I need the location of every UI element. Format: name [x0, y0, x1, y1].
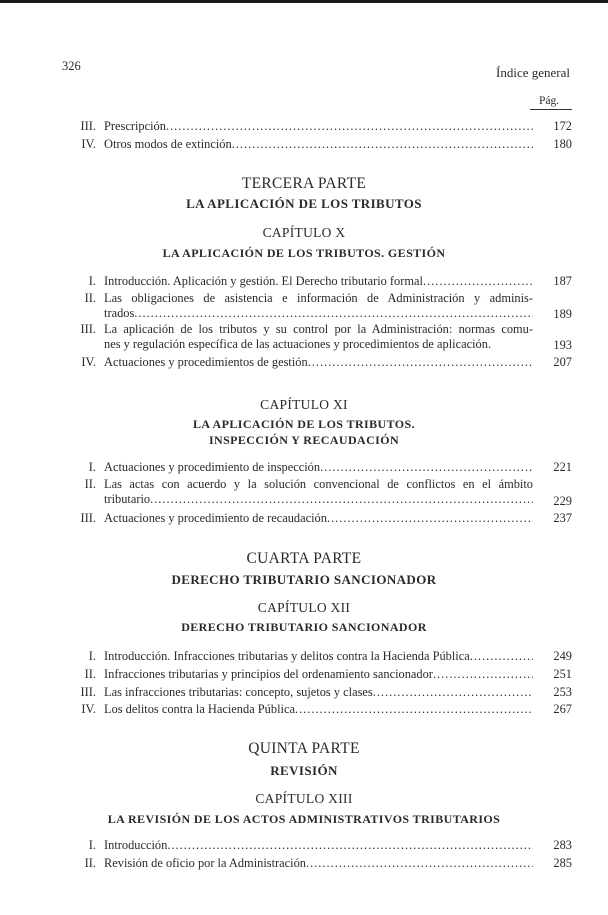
entry-number: III. [80, 685, 96, 699]
entry-title: Los delitos contra la Hacienda Pública [104, 702, 295, 716]
page-column-label: Pág. [539, 95, 560, 107]
leader-dots [433, 667, 533, 682]
page-column-rule [530, 109, 572, 110]
entry-title: Actuaciones y procedimiento de inspección [104, 460, 321, 474]
entry-page: 207 [553, 355, 572, 369]
entry-number: III. [80, 322, 96, 336]
entry-page: 189 [553, 307, 572, 321]
entry-page: 180 [553, 137, 572, 151]
entry-page: 221 [553, 460, 572, 474]
leader-dots [166, 119, 533, 134]
chapter-label: CAPÍTULO XII [257, 600, 351, 615]
page-number: 326 [62, 59, 81, 73]
entry-number: IV. [81, 137, 96, 151]
part-subtitle: REVISIÓN [270, 763, 338, 778]
entry-number: I. [88, 649, 96, 663]
entry-title-line: trados [104, 306, 135, 320]
chapter-title: LA APLICACIÓN DE LOS TRIBUTOS. [193, 417, 415, 431]
leader-dots [306, 856, 533, 871]
entry-page: 172 [553, 119, 572, 133]
leader-dots [167, 838, 533, 853]
running-head: Índice general [496, 65, 570, 80]
leader-dots [373, 685, 533, 700]
chapter-title: DERECHO TRIBUTARIO SANCIONADOR [181, 620, 427, 634]
leader-dots [423, 274, 533, 289]
entry-title-line: La aplicación de los tributos y su control por la Administración: normas comu- [104, 322, 533, 336]
entry-number: I. [88, 460, 96, 474]
entry-number: II. [84, 667, 96, 681]
entry-title-line: nes y regulación específica de las actuaciones y procedimientos de aplicación. [104, 337, 492, 351]
entry-page: 237 [553, 511, 572, 525]
entry-page: 229 [553, 494, 572, 508]
entry-page: 283 [553, 838, 572, 852]
chapter-title: INSPECCIÓN Y RECAUDACIÓN [208, 433, 400, 447]
entry-page: 285 [553, 856, 572, 870]
leader-dots [308, 355, 533, 370]
entry-title: Infracciones tributarias y principios del ordenamiento sancionador [104, 667, 433, 681]
entry-title: Las infracciones tributarias: concepto, sujetos y clases [104, 685, 373, 699]
entry-page: 249 [553, 649, 572, 663]
top-border [0, 0, 608, 3]
entry-title-line: Las actas con acuerdo y la solución convencional de conflictos en el ámbito [104, 477, 533, 491]
entry-number: I. [88, 274, 96, 288]
entry-title: Prescripción [104, 119, 166, 133]
chapter-title: LA APLICACIÓN DE LOS TRIBUTOS. GESTIÓN [162, 246, 446, 260]
entry-title: Introducción [104, 838, 168, 852]
part-title: QUINTA PARTE [248, 740, 360, 757]
part-title: TERCERA PARTE [241, 175, 367, 192]
entry-title: Otros modos de extinción [104, 137, 232, 151]
leader-dots [470, 649, 533, 664]
entry-title: Introducción. Infracciones tributarias y delitos contra la Hacienda Pública [104, 649, 470, 663]
entry-number: III. [80, 511, 96, 525]
entry-number: II. [84, 477, 96, 491]
entry-page: 267 [553, 702, 572, 716]
leader-dots [295, 702, 533, 717]
entry-page: 187 [553, 274, 572, 288]
entry-title: Introducción. Aplicación y gestión. El Derecho tributario formal [104, 274, 423, 288]
entry-number: I. [88, 838, 96, 852]
entry-page: 253 [553, 685, 572, 699]
chapter-label: CAPÍTULO XI [260, 397, 348, 412]
leader-dots [327, 511, 533, 526]
entry-title: Revisión de oficio por la Administración [104, 856, 307, 870]
chapter-label: CAPÍTULO X [262, 225, 346, 240]
leader-dots [150, 492, 533, 507]
entry-number: II. [84, 856, 96, 870]
entry-title-line: Las obligaciones de asistencia e información de Administración y adminis- [104, 291, 533, 305]
entry-number: II. [84, 291, 96, 305]
leader-dots [134, 306, 533, 321]
leader-dots [232, 137, 533, 152]
entry-number: III. [80, 119, 96, 133]
entry-title: Actuaciones y procedimientos de gestión [104, 355, 308, 369]
part-title: CUARTA PARTE [246, 550, 362, 567]
part-subtitle: DERECHO TRIBUTARIO SANCIONADOR [171, 572, 437, 587]
leader-dots [320, 460, 533, 475]
chapter-label: CAPÍTULO XIII [255, 791, 353, 806]
part-subtitle: LA APLICACIÓN DE LOS TRIBUTOS [186, 196, 422, 211]
entry-title: Actuaciones y procedimiento de recaudación [104, 511, 327, 525]
entry-page: 193 [553, 338, 572, 352]
entry-title-line: tributario [104, 492, 151, 506]
entry-number: IV. [81, 355, 96, 369]
chapter-title: LA REVISIÓN DE LOS ACTOS ADMINISTRATIVOS TRIBUTARIOS [107, 812, 501, 826]
entry-page: 251 [553, 667, 572, 681]
entry-number: IV. [81, 702, 96, 716]
